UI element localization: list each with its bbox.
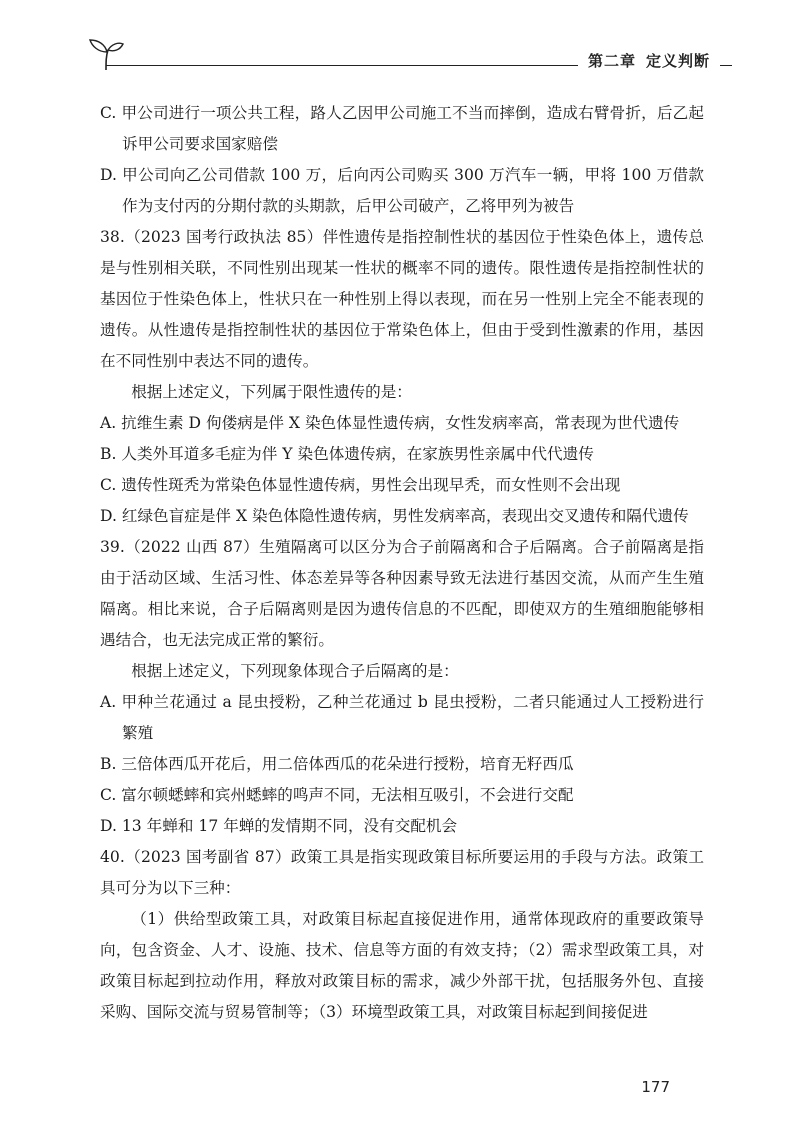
page-header <box>78 36 732 76</box>
answer-option: C. 富尔顿蟋蟀和宾州蟋蟀的鸣声不同，无法相互吸引，不会进行交配 <box>100 786 574 804</box>
answer-option: B. 人类外耳道多毛症为伴 Y 染色体遗传病，在家族男性亲属中代代遗传 <box>100 445 594 463</box>
answer-option: C. 遗传性斑秃为常染色体显性遗传病，男性会出现早秃，而女性则不会出现 <box>100 476 621 494</box>
question-stem: 38.（2023 国考行政执法 85）伴性遗传是指控制性状的基因位于性染色体上，遗传总是与性别相关联，不同性别出现某一性状的概率不同的遗传。限性遗传是指控制性状的基因位于性染色体上，性状只在一种性别上得以表现，而在另一性别上完全不能表现的遗传。从性遗传是指控制性状的基因位于常染色体上，但由于受到性激素的作用，基因在不同性别中表达不同的遗传。 <box>100 228 704 370</box>
answer-option: D. 红绿色盲症是伴 X 染色体隐性遗传病，男性发病率高，表现出交叉遗传和隔代遗传 <box>100 507 689 525</box>
question-stem: 40.（2023 国考副省 87）政策工具是指实现政策目标所要运用的手段与方法。政策工具可分为以下三种： <box>100 848 704 897</box>
paragraph: 根据上述定义，下列属于限性遗传的是： <box>131 383 412 401</box>
chapter-number: 第二章 <box>587 52 636 70</box>
answer-option: A. 甲种兰花通过 a 昆虫授粉，乙种兰花通过 b 昆虫授粉，二者只能通过人工授粉进行繁殖 <box>100 693 704 742</box>
page-number: 177 <box>641 1078 670 1096</box>
chapter-heading <box>578 50 720 71</box>
sprout-icon <box>86 38 126 72</box>
answer-option: C. 甲公司进行一项公共工程，路人乙因甲公司施工不当而摔倒，造成右臂骨折，后乙起诉甲公司要求国家赔偿 <box>100 104 704 153</box>
paragraph: （1）供给型政策工具，对政策目标起直接促进作用，通常体现政府的重要政策导向，包含资金、人才、设施、技术、信息等方面的有效支持；（2）需求型政策工具，对政策目标起到拉动作用，释放对政策目标的需求，减少外部干扰，包括服务外包、直接采购、国际交流与贸易管制等；（3）环境型政策工具，对政策目标起到间接促进 <box>100 910 704 1021</box>
answer-option: B. 三倍体西瓜开花后，用二倍体西瓜的花朵进行授粉，培育无籽西瓜 <box>100 755 574 773</box>
question-stem: 39.（2022 山西 87）生殖隔离可以区分为合子前隔离和合子后隔离。合子前隔离是指由于活动区域、生活习性、体态差异等各种因素导致无法进行基因交流，从而产生生殖隔离。相比来说，合子后隔离则是因为遗传信息的不匹配，即使双方的生殖细胞能够相遇结合，也无法完成正常的繁衍。 <box>100 538 704 649</box>
page-body <box>100 98 704 1028</box>
answer-option: D. 13 年蝉和 17 年蝉的发情期不同，没有交配机会 <box>100 817 458 835</box>
chapter-title: 定义判断 <box>645 52 710 70</box>
answer-option: D. 甲公司向乙公司借款 100 万，后向丙公司购买 300 万汽车一辆，甲将 100 万借款作为支付丙的分期付款的头期款，后甲公司破产，乙将甲列为被告 <box>100 166 704 215</box>
answer-option: A. 抗维生素 D 佝偻病是伴 X 染色体显性遗传病，女性发病率高，常表现为世代遗传 <box>100 414 680 432</box>
paragraph: 根据上述定义，下列现象体现合子后隔离的是： <box>131 662 459 680</box>
